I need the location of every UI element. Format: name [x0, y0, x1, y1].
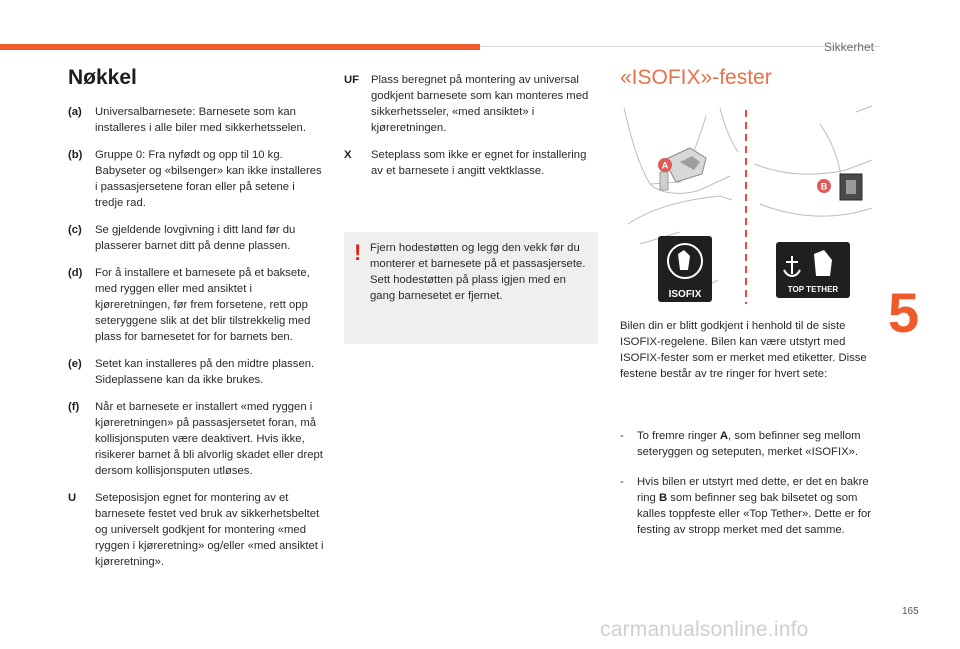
warning-box: [344, 232, 598, 344]
svg-text:ISOFIX: ISOFIX: [668, 289, 702, 300]
ring-label: A: [719, 430, 729, 442]
key-code: (d): [68, 267, 83, 279]
key-description: Seteplass som ikke er egnet for installering av et barnesete i angitt vektklasse.: [371, 149, 587, 177]
isofix-title: «ISOFIX»-fester: [620, 66, 772, 89]
key-list-continued: [344, 72, 598, 190]
list-text: Hvis bilen er utstyrt med dette, er det en bakre ring B som befinner seg bak bilsetet og som kalles toppfeste eller «Top Tether». Dette er for festing av stropp merket med det samme.: [637, 476, 872, 536]
key-entry: [68, 490, 324, 570]
key-description: For å installere et barnesete på et baksete, med ryggen eller med ansiktet i kjøreretningen, før frem forsetene, rett opp seteryggene slik at det blir tilstrekkelig med plass for barnesetet for for barnets ben.: [95, 267, 311, 343]
header-rule: [480, 46, 880, 47]
key-code: UF: [344, 74, 360, 86]
key-code: (c): [68, 224, 82, 236]
list-dash: -: [620, 430, 624, 442]
ring-a-marker: [658, 158, 672, 172]
key-code: (a): [68, 106, 82, 118]
key-code: X: [344, 149, 352, 161]
svg-text:A: A: [661, 160, 669, 171]
key-description: Universalbarnesete: Barnesete som kan installeres i alle biler med sikkerhetsselen.: [95, 106, 306, 134]
warning-icon: !: [354, 240, 362, 265]
key-code: (f): [68, 401, 80, 413]
ring-label: B: [658, 492, 668, 504]
ring-list: [620, 428, 878, 552]
isofix-label-icon: [658, 236, 712, 302]
chapter-number: 5: [888, 281, 920, 344]
svg-text:B: B: [820, 181, 828, 192]
header-accent-bar: [0, 44, 480, 50]
key-list: [68, 104, 324, 581]
list-item: [620, 428, 878, 460]
ring-b-marker: [817, 179, 831, 193]
isofix-description: Bilen din er blitt godkjent i henhold til de siste ISOFIX-regelene. Bilen kan være utstyrt med ISOFIX-fester som er merket med etiketter. Disse festene består av tre ringer for hvert sete:: [620, 320, 867, 380]
list-item: [620, 474, 878, 538]
key-entry: [344, 72, 598, 136]
key-entry: [68, 222, 324, 254]
key-entry: [344, 147, 598, 179]
key-description: Seteposisjon egnet for montering av et barnesete festet ved bruk av sikkerhetsbeltet og universelt godkjent for montering «med ryggen i kjøreretning» og/eller «med ansiktet i kjøreretning».: [95, 492, 324, 568]
key-entry: [68, 147, 324, 211]
top-tether-anchor-b: [840, 174, 862, 200]
key-code: U: [68, 492, 77, 504]
watermark: carmanualsonline.info: [600, 618, 809, 641]
svg-text:TOP TETHER: TOP TETHER: [787, 285, 839, 294]
key-description: Plass beregnet på montering av universal godkjent barnesete som kan monteres med sikkerhetsseler, «med ansiktet» i kjøreretningen.: [371, 74, 589, 134]
top-tether-label-icon: [776, 242, 850, 298]
list-dash: -: [620, 476, 624, 488]
key-description: Se gjeldende lovgivning i ditt land før du plasserer barnet ditt på denne plassen.: [95, 224, 296, 252]
page-number: 165: [902, 606, 919, 617]
key-description: Setet kan installeres på den midtre plassen. Sideplassene kan da ikke brukes.: [95, 358, 315, 386]
key-description: Når et barnesete er installert «med ryggen i kjøreretningen» på passasjersetet foran, må kollisjonsputen være deaktivert. Hvis ikke, risikerer barnet å bli alvorlig skadet eller drept dersom kollisjonsputen utløses.: [95, 401, 323, 477]
list-text: To fremre ringer A, som befinner seg mellom seteryggen og seteputen, merket «ISOFIX».: [637, 430, 861, 458]
key-entry: [68, 399, 324, 479]
warning-text: Fjern hodestøtten og legg den vekk før du monterer et barnesete på et passasjersete. Sett hodestøtten på plass igjen med en gang barnesetet er fjernet.: [370, 242, 586, 302]
key-code: (e): [68, 358, 82, 370]
key-entry: [68, 356, 324, 388]
isofix-illustration: [620, 104, 874, 308]
key-entry: [68, 104, 324, 136]
key-entry: [68, 265, 324, 345]
key-description: Gruppe 0: Fra nyfødt og opp til 10 kg. Babyseter og «bilsenger» kan ikke installeres i passasjersetene foran eller på setene i tredje rad.: [95, 149, 322, 209]
page-title: Nøkkel: [68, 66, 137, 89]
key-code: (b): [68, 149, 83, 161]
section-label: Sikkerhet: [823, 40, 874, 54]
